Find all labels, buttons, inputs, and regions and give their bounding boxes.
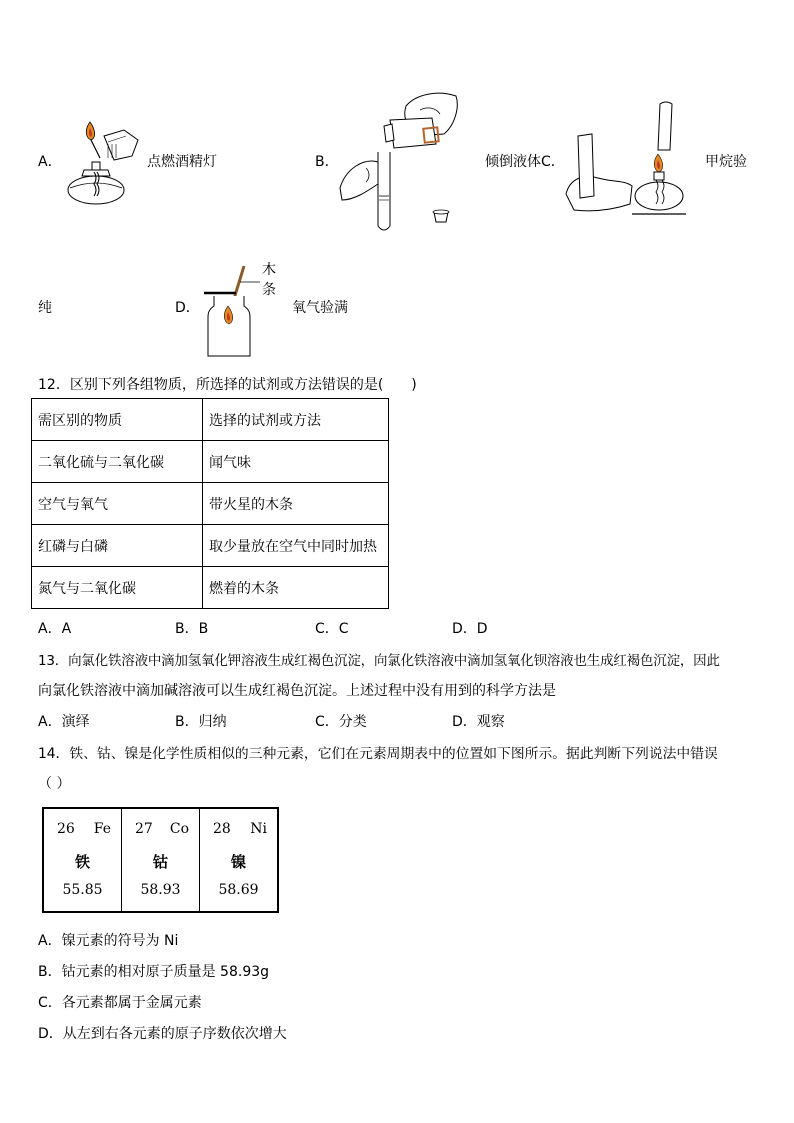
periodic-table-excerpt	[42, 807, 279, 913]
question-13-line2: 向氯化铁溶液中滴加碱溶液可以生成红褐色沉淀。上述过程中没有用到的科学方法是	[38, 683, 556, 699]
table-header-cell: 需区别的物质	[32, 399, 203, 441]
pouring-liquid-figure	[336, 88, 476, 236]
q14-option-d: D．从左到右各元素的原子序数依次增大	[38, 1026, 287, 1042]
alcohol-lamp-lighting-figure	[64, 118, 144, 208]
atomic-number: 28	[213, 821, 231, 837]
table-cell: 红磷与白磷	[32, 525, 203, 567]
table-cell: 空气与氧气	[32, 483, 203, 525]
table-cell: 氮气与二氧化碳	[32, 567, 203, 609]
option-c-text-part1: 甲烷验	[705, 154, 747, 170]
q13-option-d: D．观察	[452, 714, 505, 730]
option-a-text: 点燃酒精灯	[147, 154, 217, 170]
q13-option-b: B．归纳	[175, 714, 227, 730]
option-b-text: 倾倒液体	[485, 154, 541, 170]
table-row	[32, 483, 389, 525]
oxygen-full-test-figure	[200, 262, 260, 360]
element-cell-ni	[200, 808, 279, 912]
atomic-number: 27	[135, 821, 153, 837]
q12-option-b: B．B	[175, 621, 209, 637]
q13-option-a: A．演绎	[38, 714, 90, 730]
q13-option-c: C．分类	[315, 714, 367, 730]
methane-purity-test-figure	[562, 100, 692, 220]
table-header-row	[32, 399, 389, 441]
table-row	[32, 525, 389, 567]
element-symbol: Fe	[93, 821, 111, 837]
stick-label-2: 条	[262, 282, 276, 298]
table-cell: 取少量放在空气中同时加热	[203, 525, 389, 567]
q14-option-b: B．钴元素的相对原子质量是 58.93g	[38, 964, 270, 980]
question-12-stem: 12．区别下列各组物质，所选择的试剂或方法错误的是( )	[38, 377, 417, 393]
table-header-cell: 选择的试剂或方法	[203, 399, 389, 441]
question-14-line1: 14．铁、钴、镍是化学性质相似的三种元素，它们在元素周期表中的位置如下图所示。据此判断下列说法中错误	[38, 746, 718, 762]
option-d-label: D．	[175, 300, 200, 316]
table-cell: 二氧化硫与二氧化碳	[32, 441, 203, 483]
element-name: 铁	[74, 853, 90, 871]
element-name: 钴	[152, 853, 168, 871]
table-row	[32, 567, 389, 609]
q12-option-d: D．D	[452, 621, 488, 637]
atomic-mass: 58.93	[140, 882, 181, 898]
element-symbol: Ni	[250, 821, 267, 837]
element-cell-co	[122, 808, 200, 912]
question-14-line2: （ ）	[38, 776, 71, 792]
q12-option-c: C．C	[315, 621, 349, 637]
atomic-mass: 55.85	[62, 882, 103, 898]
question-12-table	[31, 398, 389, 609]
atomic-number: 26	[57, 821, 75, 837]
q14-option-a: A．镍元素的符号为 Ni	[38, 933, 179, 949]
element-symbol: Co	[169, 821, 189, 837]
option-b-label: B．	[315, 154, 339, 170]
option-c-label: C．	[541, 154, 565, 170]
q12-option-a: A．A	[38, 621, 72, 637]
option-a-label: A．	[38, 154, 62, 170]
table-cell: 闻气味	[203, 441, 389, 483]
question-13-line1: 13．向氯化铁溶液中滴加氢氧化钾溶液生成红褐色沉淀，向氯化铁溶液中滴加氢氧化钡溶液也生成红褐色沉淀，因此	[38, 653, 720, 669]
stick-label-1: 木	[262, 262, 276, 278]
option-c-text-part2: 纯	[38, 300, 52, 316]
option-d-text: 氧气验满	[292, 300, 348, 316]
q14-option-c: C．各元素都属于金属元素	[38, 995, 202, 1011]
element-name: 镍	[230, 853, 246, 871]
table-cell: 带火星的木条	[203, 483, 389, 525]
table-cell: 燃着的木条	[203, 567, 389, 609]
element-cell-fe	[43, 808, 122, 912]
table-row	[32, 441, 389, 483]
atomic-mass: 58.69	[218, 882, 259, 898]
